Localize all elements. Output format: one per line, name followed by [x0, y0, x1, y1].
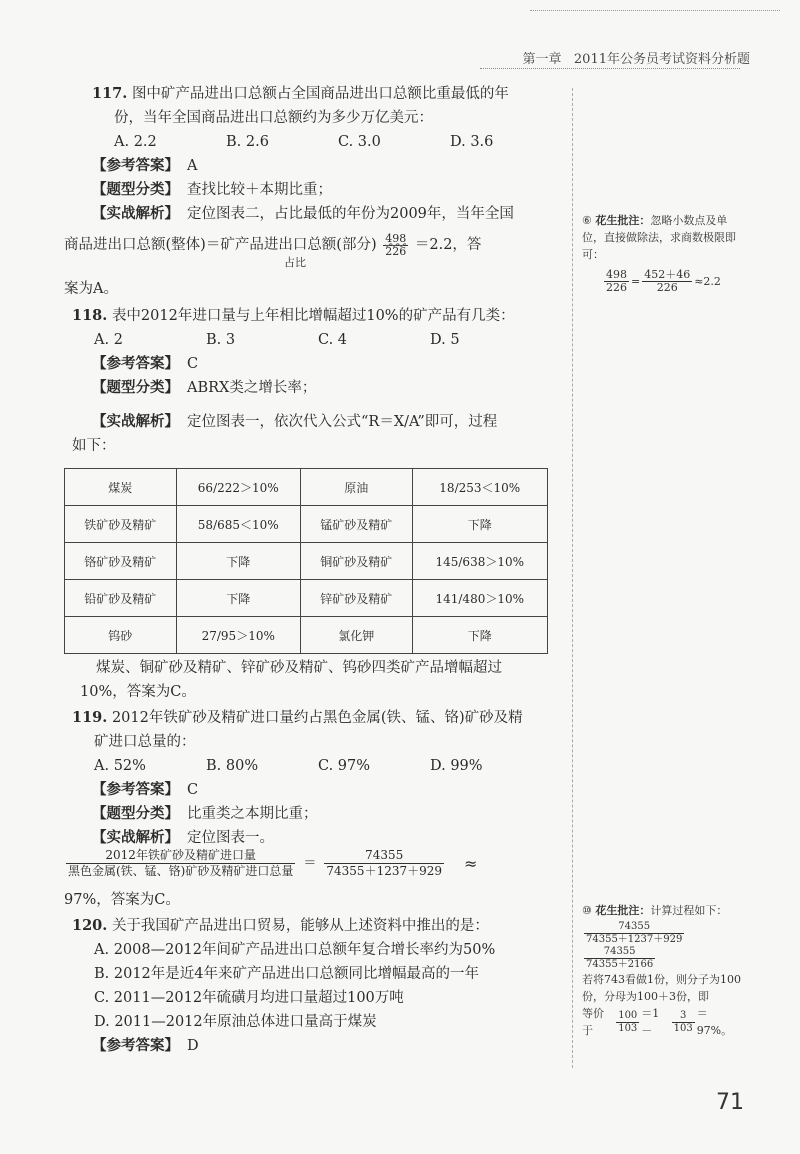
- q120-option-c: C. 2011—2012年硫磺月均进口量超过100万吨: [94, 990, 404, 1006]
- q117-stem-line1: 117. 图中矿产品进出口总额占全国商品进出口总额比重最低的年: [92, 85, 509, 102]
- table-row: [65, 506, 548, 543]
- table-cell: 原油: [300, 469, 412, 506]
- q117-stem-line2: 份，当年全国商品进出口总额约为多少万亿美元：: [114, 110, 433, 126]
- header-top-rule: [530, 10, 780, 11]
- q118-stem: 118. 表中2012年进口量与上年相比增幅超过10%的矿产品有几类：: [72, 307, 515, 324]
- q117-category: 【题型分类】 查找比较＋本期比重；: [92, 181, 332, 198]
- q117-analysis-cont: 商品进出口总额(整体)＝矿产品进出口总额(部分) $\frac{498}{226}$ ＝2.2，答 占比 案为A。: [64, 231, 482, 297]
- table-cell: 18/253＜10%: [412, 469, 548, 506]
- table-cell: 下降: [412, 617, 548, 654]
- q118-analysis: 【实战解析】 定位图表一，依次代入公式“R＝X/A”即可，过程: [92, 413, 498, 430]
- q119-result: 97%，答案为C。: [64, 892, 180, 908]
- q119-option-c: C. 97%: [318, 758, 371, 774]
- q117-option-d: D. 3.6: [450, 134, 494, 150]
- q120-answer: 【参考答案】 D: [92, 1037, 199, 1054]
- q119-formula: $\frac{\text{2012年铁矿砂及精矿进口量}}{\text{黑色金属(铁、锰、铬)矿砂及精矿进口总量}}$ ＝ $\frac{74355}{74355+1237+929}$ ≈: [68, 848, 478, 878]
- question-118: 118. 表中2012年进口量与上年相比增幅超过10%的矿产品有几类： A. 2 B. 3 C. 4 D. 5 【参考答案】 C 【题型分类】 ABRX类之增长率； 【实战解析】 定位图表一，依次代入公式“R＝X/A”即可，过程 如下：: [72, 304, 562, 458]
- page-number: 71: [716, 1090, 744, 1115]
- q119-category: 【题型分类】 比重类之本期比重；: [92, 805, 318, 822]
- chapter-label: 第一章: [522, 52, 562, 67]
- table-cell: 141/480＞10%: [412, 580, 548, 617]
- q119-analysis: 【实战解析】 定位图表一。: [92, 829, 274, 846]
- table-cell: 下降: [176, 543, 300, 580]
- side-note-2: ⑩ 花生批注：计算过程如下： $\frac{74355}{74355+1237+929}$ $\frac{74355}{74355+2166}$ 若将743看做1份，则分子为100份，分母为100＋3份，即 等价于 $\frac{100}{103}$ ＝1－ $\frac{3}{103}$ ＝97%。: [582, 904, 741, 1037]
- q119-option-a: A. 52%: [94, 758, 146, 774]
- table-cell: 氯化钾: [300, 617, 412, 654]
- header-rule: [480, 68, 740, 69]
- running-header: [522, 48, 750, 67]
- q120-option-a: A. 2008—2012年间矿产品进出口总额年复合增长率约为50%: [94, 942, 496, 958]
- q118-option-b: B. 3: [206, 332, 236, 348]
- table-row: [65, 543, 548, 580]
- side-note-1: ⑥ 花生批注：忽略小数点及单位，直接做除法，求商数极限即可： $\frac{498}{226}$ = $\frac{452+46}{226}$ ≈2.2: [582, 214, 736, 294]
- table-cell: 铜矿砂及精矿: [300, 543, 412, 580]
- q119-stem-line1: 119. 2012年铁矿砂及精矿进口量约占黑色金属(铁、锰、铬)矿砂及精: [72, 709, 523, 726]
- table-cell: 66/222＞10%: [176, 469, 300, 506]
- q119-options: [72, 754, 562, 778]
- table-cell: 27/95＞10%: [176, 617, 300, 654]
- table-cell: 下降: [412, 506, 548, 543]
- table-cell: 铅矿砂及精矿: [65, 580, 177, 617]
- q118-option-a: A. 2: [94, 332, 123, 348]
- question-120: [72, 914, 562, 1058]
- q117-option-c: C. 3.0: [338, 134, 381, 150]
- q117-option-b: B. 2.6: [226, 134, 269, 150]
- q120-stem: 120. 关于我国矿产品进出口贸易，能够从上述资料中推出的是：: [72, 917, 489, 934]
- table-cell: 锌矿砂及精矿: [300, 580, 412, 617]
- q117-analysis: 【实战解析】 定位图表二，占比最低的年份为2009年，当年全国: [92, 205, 514, 222]
- q118-option-c: C. 4: [318, 332, 348, 348]
- table-row: [65, 469, 548, 506]
- q118-conclusion: 煤炭、铜矿砂及精矿、锌矿砂及精矿、钨砂四类矿产品增幅超过 10%，答案为C。: [80, 660, 502, 700]
- q120-option-b: B. 2012年是近4年来矿产品进出口总额同比增幅最高的一年: [94, 966, 479, 982]
- q117-option-a: A. 2.2: [114, 134, 157, 150]
- table-row: [65, 580, 548, 617]
- q118-options: [72, 328, 562, 352]
- table-cell: 铁矿砂及精矿: [65, 506, 177, 543]
- book-title: 2011年公务员考试资料分析题: [573, 52, 750, 67]
- table-cell: 145/638＞10%: [412, 543, 548, 580]
- table-cell: 下降: [176, 580, 300, 617]
- q119-option-b: B. 80%: [206, 758, 259, 774]
- table-cell: 58/685＜10%: [176, 506, 300, 543]
- q120-option-d: D. 2011—2012年原油总体进口量高于煤炭: [94, 1014, 377, 1030]
- q118-category: 【题型分类】 ABRX类之增长率；: [92, 379, 317, 396]
- table-cell: 锰矿砂及精矿: [300, 506, 412, 543]
- q119-option-d: D. 99%: [430, 758, 483, 774]
- q118-calc-table: [64, 468, 548, 654]
- table-cell: 铬矿砂及精矿: [65, 543, 177, 580]
- q117-options: [92, 130, 562, 154]
- question-117: [92, 82, 562, 226]
- question-119: [72, 706, 562, 850]
- table-row: [65, 617, 548, 654]
- column-divider: [572, 88, 573, 1068]
- q117-answer: 【参考答案】 A: [92, 157, 198, 174]
- q118-answer: 【参考答案】 C: [92, 355, 199, 372]
- q119-stem-line2: 矿进口总量的：: [94, 734, 196, 750]
- table-cell: 钨砂: [65, 617, 177, 654]
- q117-formula-fraction: $\frac{498}{226}$: [385, 231, 407, 258]
- table-cell: 煤炭: [65, 469, 177, 506]
- q118-option-d: D. 5: [430, 332, 460, 348]
- q119-answer: 【参考答案】 C: [92, 781, 199, 798]
